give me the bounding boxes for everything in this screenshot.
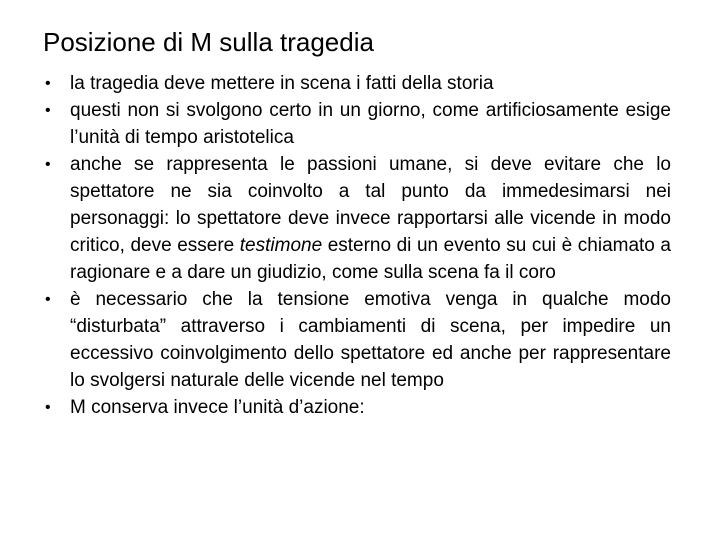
bullet-text-part: esterno di un evento su cui è chiamato a ragionare e a dare un giudizio, come sulla scena fa il coro [70,235,671,283]
bullet-item-2 [45,97,671,151]
emphasized-word: testimone [239,235,323,256]
bullet-text: questi non si svolgono certo in un giorno, come artificiosamente esige l’unità di tempo aristotelica [70,100,671,148]
slide-title: Posizione di M sulla tragedia [43,27,374,57]
bullet-text: la tragedia deve mettere in scena i fatti della storia [70,73,494,94]
bullet-symbol: • [45,399,51,416]
bullet-item-5 [45,394,671,421]
bullet-symbol: • [45,75,51,92]
bullet-text [70,151,671,286]
bullet-item-1 [45,70,671,97]
bullet-symbol: • [45,291,51,308]
bullet-item-3 [45,151,671,286]
bullet-symbol: • [45,102,51,119]
bullet-symbol: • [45,156,51,173]
bullet-text: M conserva invece l’unità d’azione: [70,397,365,418]
bullet-text: è necessario che la tensione emotiva venga in qualche modo “disturbata” attraverso i cambiamenti di scena, per impedire un eccessivo coinvolgimento dello spettatore ed anche per rappresentare lo svolgersi naturale delle vicende nel tempo [70,289,671,391]
bullet-text-part: anche se rappresenta le passioni umane, si deve evitare che lo spettatore ne sia coinvolto a tal punto da immedesimarsi nei personaggi: lo spettatore deve invece rapportarsi alle vicende in modo critico, deve essere [70,154,671,256]
bullet-list [45,70,671,421]
bullet-item-4 [45,286,671,394]
